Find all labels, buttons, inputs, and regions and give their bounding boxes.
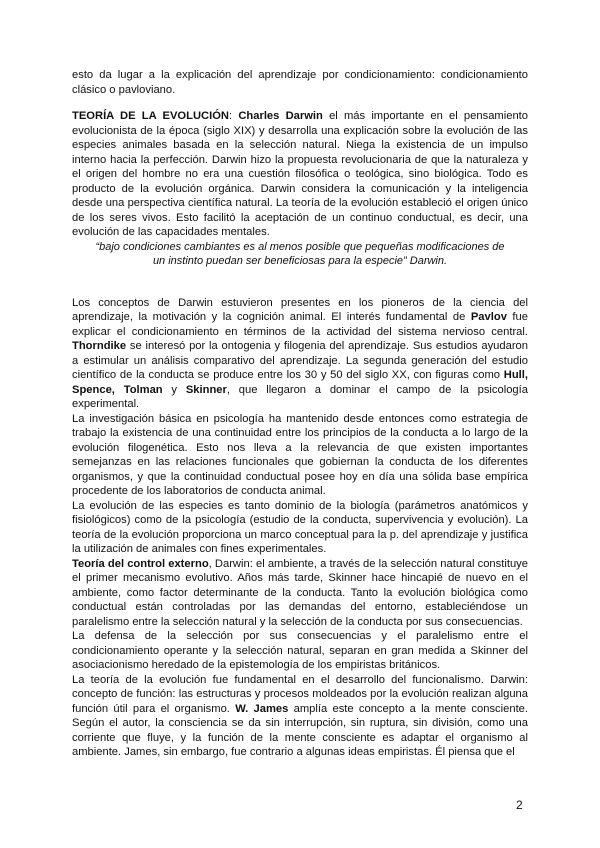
thorndike-name: Thorndike: [72, 340, 127, 352]
darwin-name: Charles Darwin: [238, 110, 323, 122]
defense-paragraph: La defensa de la selección por sus consecuencias y el paralelismo entre el condicionamiento operante y la selección natural, separan en gran medida a Skinner del asociacionismo heredado de la epistemología de los empiristas británicos.: [72, 630, 528, 671]
darwin-quote: “bajo condiciones cambiantes es al menos posible que pequeñas modificaciones de un instinto puedan ser beneficiosas para la especie” Darwin.: [95, 240, 505, 267]
intro-paragraph: esto da lugar a la explicación del aprendizaje por condicionamiento: condicionamiento clásico o pavloviano.: [72, 69, 528, 96]
evolution-paragraph: La evolución de las especies es tanto dominio de la biología (parámetros anatómicos y fisiológicos) como de la psicología (estudio de la conducta, supervivencia y evolución). La teoría de la evolución proporciona un marco conceptual para la p. del aprendizaje y justifica la utilización de animales con fines experimentales.: [72, 499, 528, 555]
hull-spence-tolman-names: Hull, Spence, Tolman: [72, 369, 528, 396]
darwin-paragraph: [72, 109, 528, 240]
control-text: , Darwin: el ambiente, a través de la selección natural constituye el primer mecanismo evolutivo. Años más tarde, Skinner hace hincapié de nuevo en el ambiente, como factor determinante de la conducta. Tanto la evolución biológica como conductual están controladas por las demandas del entorno, estableciéndose un paralelismo entre la selección natural y la selección de la conducta por sus consecuencias.: [72, 557, 528, 628]
pioneers-t4: y: [162, 383, 186, 396]
darwin-text: el más importante en el pensamiento evolucionista de la época (siglo XIX) y desarrolla una explicación sobre la evolución de las especies animales basada en la selección natural. Niega la existencia de un impulso interno hacia la perfección. Darwin hizo la propuesta revolucionaria de que la naturaleza y el origen del hombre no era una cuestión filosófica o teológica, sino biológica. Todo es producto de la evolución orgánica. Darwin considera la comunicación y la inteligencia desde una perspectiva científica natural. La teoría de la evolución estableció el origen único de los seres vivos. Esto facilitó la aceptación de un continuo conductual, es decir, una evolución de las capacidades mentales.: [72, 110, 528, 238]
research-paragraph: La investigación básica en psicología ha mantenido desde entonces como estrategia de trabajo la existencia de una continuidad entre los principios de la conducta a lo largo de la evolución filogenética. Esto nos lleva a la relevancia de que existen importantes semejanzas en las relaciones funcionales que gobiernan la conducta de los diferentes organismos, y que la continuidad conductual posee hoy en día una sólida base empírica procedente de los laboratorios de conducta animal.: [72, 412, 528, 497]
pioneers-paragraph: [72, 296, 528, 412]
page-body: [72, 68, 528, 760]
pioneers-t1: Los conceptos de Darwin estuvieron presentes en los pioneros de la ciencia del aprendizaje, la motivación y la cognición animal. El interés fundamental de: [72, 296, 528, 323]
functionalism-t2: amplía este concepto a la mente consciente. Según el autor, la consciencia se da sin interrupción, sin ruptura, sin división, como una corriente que fluye, y la función de la mente consciente es adaptar el organismo al ambiente. James, sin embargo, fue contrario a algunas ideas empiristas. Él piensa que el: [72, 702, 529, 758]
darwin-sep: :: [229, 110, 239, 122]
pavlov-name: Pavlov: [470, 311, 507, 323]
page-number: 2: [516, 798, 523, 812]
functionalism-t1: La teoría de la evolución fue fundamental en el desarrollo del funcionalismo. Darwin: concepto de función: las estructuras y procesos moldeados por la evolución realizan alguna función útil para el organismo.: [72, 673, 528, 715]
skinner-name: Skinner: [185, 383, 227, 396]
functionalism-paragraph: [72, 673, 528, 760]
control-heading: Teoría del control externo: [72, 557, 209, 570]
pioneers-t3: se interesó por la ontogenia y filogenia del aprendizaje. Sus estudios ayudaron a estimular un análisis comparativo del aprendizaje. La segunda generación del estudio científico de la conducta se produce entre los 30 y 50 del siglo XX, con figuras como: [72, 340, 528, 381]
darwin-heading: TEORÍA DE LA EVOLUCIÓN: [72, 110, 230, 122]
pioneers-t5: , que llegaron a dominar el campo de la psicología experimental.: [72, 383, 528, 410]
pioneers-t2: fue explicar el condicionamiento en términos de la actividad del sistema nervioso central.: [72, 311, 528, 338]
control-paragraph: [72, 557, 528, 630]
james-name: W. James: [235, 702, 289, 715]
